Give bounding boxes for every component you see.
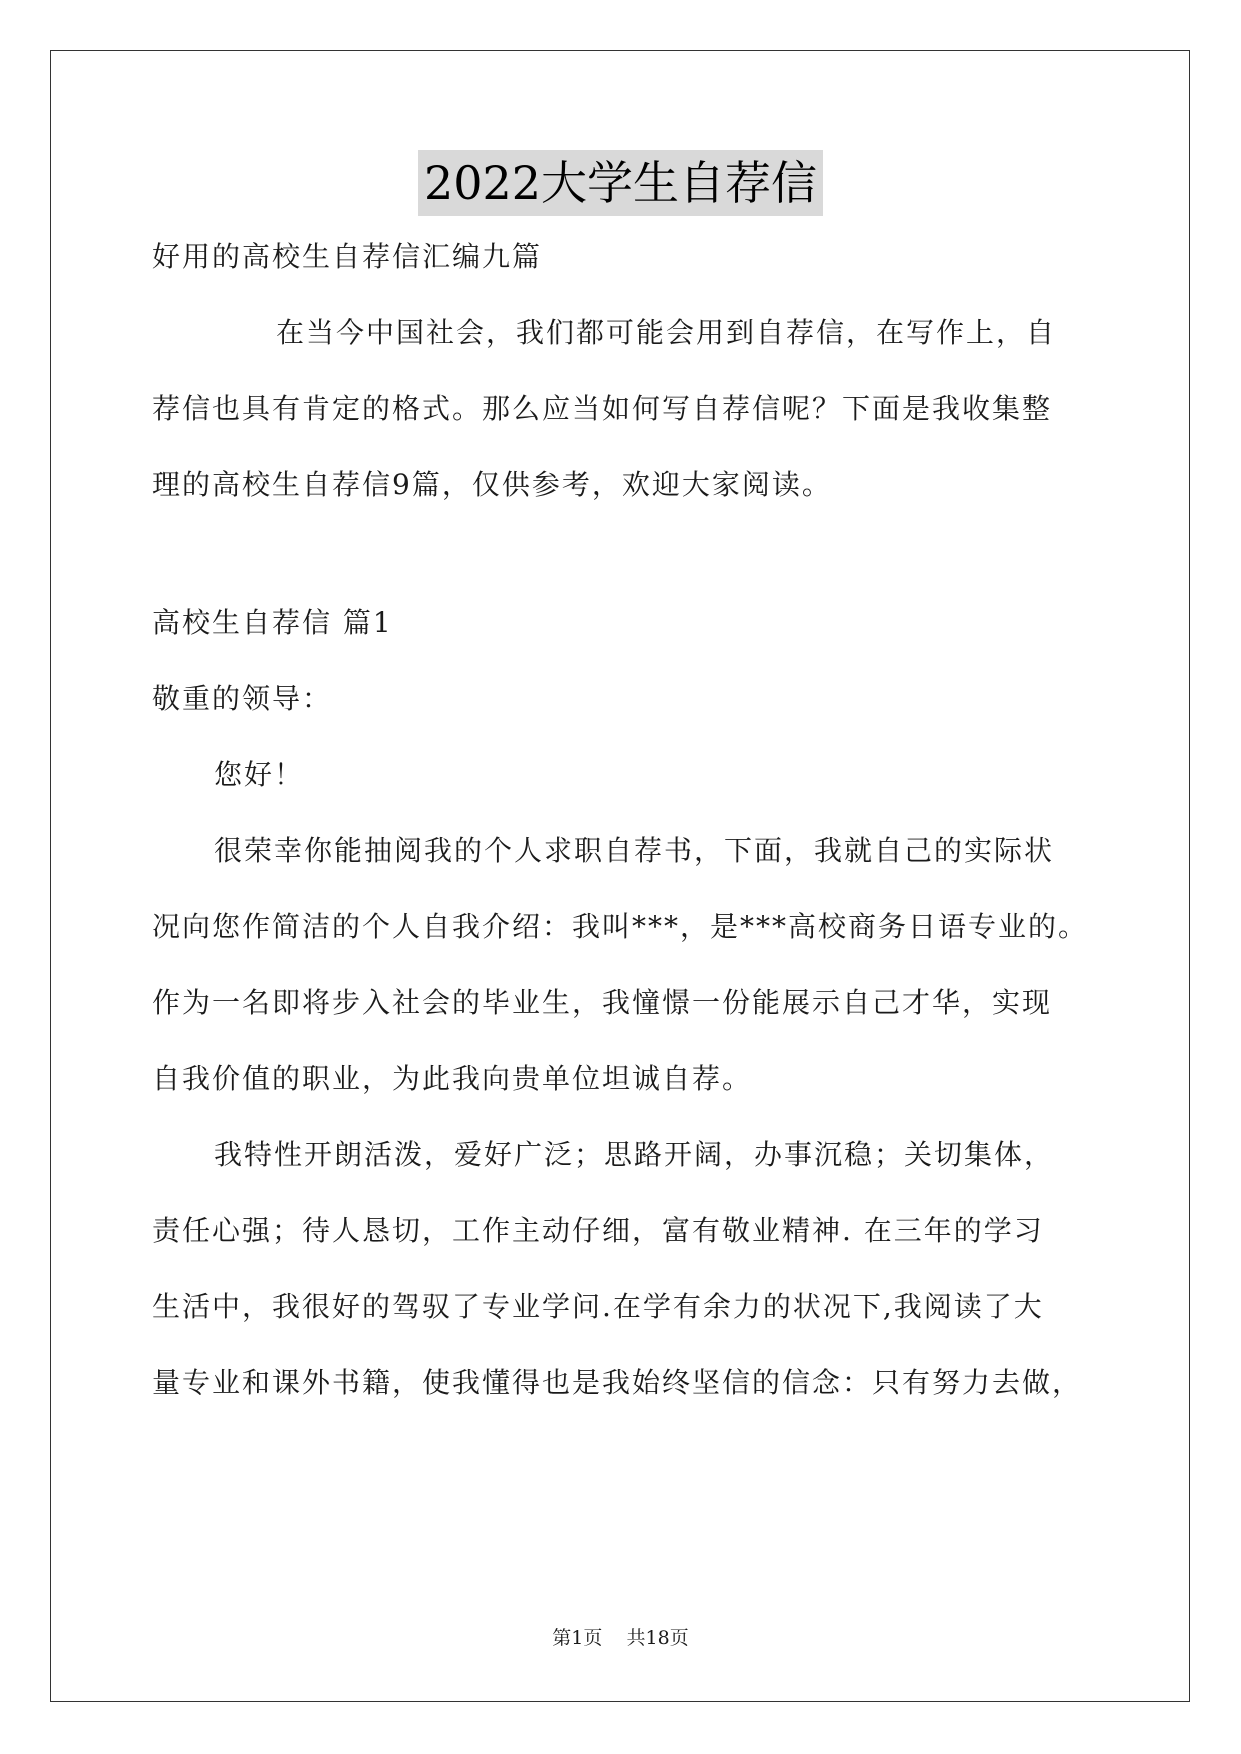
title-container xyxy=(0,150,1241,216)
salutation: 敬重的领导： xyxy=(152,682,333,715)
page-footer xyxy=(0,1625,1241,1651)
paragraph-line: 理的高校生自荐信9篇，仅供参考，欢迎大家阅读。 xyxy=(152,468,832,501)
paragraph-line: 生活中，我很好的驾驭了专业学问.在学有余力的状况下,我阅读了大 xyxy=(152,1290,1044,1323)
paragraph-line: 作为一名即将步入社会的毕业生，我憧憬一份能展示自己才华，实现 xyxy=(152,986,1053,1019)
document-title: 2022大学生自荐信 xyxy=(418,150,823,216)
paragraph-line: 责任心强；待人恳切，工作主动仔细，富有敬业精神. 在三年的学习 xyxy=(152,1214,1044,1247)
page-border xyxy=(50,50,1190,1702)
paragraph-line: 自我价值的职业，为此我向贵单位坦诚自荐。 xyxy=(152,1062,753,1095)
paragraph-line: 况向您作简洁的个人自我介绍：我叫***，是***高校商务日语专业的。 xyxy=(152,910,1089,943)
paragraph-line: 在当今中国社会，我们都可能会用到自荐信，在写作上，自 xyxy=(276,316,1057,349)
section-heading: 高校生自荐信 篇1 xyxy=(152,606,393,639)
paragraph-line: 量专业和课外书籍，使我懂得也是我始终坚信的信念：只有努力去做， xyxy=(152,1366,1083,1399)
page-number: 第1页 共18页 xyxy=(552,1627,689,1649)
paragraph-line: 荐信也具有肯定的格式。那么应当如何写自荐信呢？下面是我收集整 xyxy=(152,392,1053,425)
paragraph-line: 我特性开朗活泼，爱好广泛；思路开阔，办事沉稳；关切集体， xyxy=(214,1138,1055,1171)
greeting: 您好！ xyxy=(214,758,305,791)
document-subtitle: 好用的高校生自荐信汇编九篇 xyxy=(152,240,543,273)
paragraph-line: 很荣幸你能抽阅我的个人求职自荐书，下面，我就自己的实际状 xyxy=(214,834,1055,867)
